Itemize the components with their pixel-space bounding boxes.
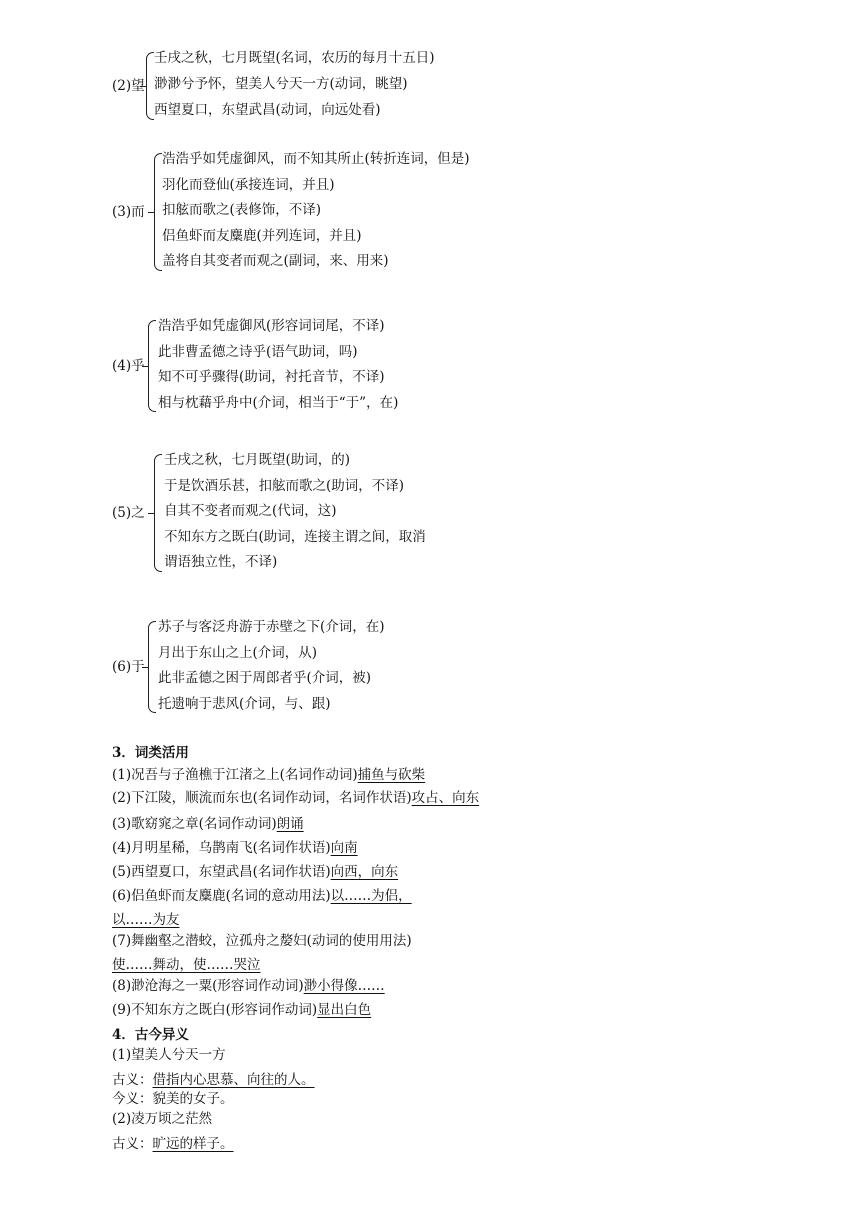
list-item: (1)望美人兮天一方 — [112, 1047, 226, 1063]
group-line: 渺渺兮予怀，望美人兮天一方(动词，眺望) — [154, 76, 408, 92]
group-line: 浩浩乎如凭虚御风(形容词词尾，不译) — [158, 318, 385, 334]
group-line: 壬戌之秋，七月既望(助词，的) — [164, 452, 351, 468]
group-line: 壬戌之秋，七月既望(名词，农历的每月十五日) — [154, 50, 435, 66]
item-answer: 攻占、向东 — [411, 790, 480, 806]
group-line: 于是饮酒乐甚，扣舷而歌之(助词，不译) — [164, 478, 405, 494]
item-text: (4)月明星稀，乌鹊南飞(名词作状语) — [112, 840, 331, 856]
list-item — [112, 978, 385, 995]
ancient-meaning — [112, 1072, 315, 1089]
group-label: (3)而 — [112, 204, 145, 220]
group-line: 知不可乎骤得(助词，衬托音节，不译) — [158, 369, 385, 385]
item-text: (2)下江陵，顺流而东也(名词作动词，名词作状语) — [112, 790, 412, 806]
item-text: (5)西望夏口，东望武昌(名词作状语) — [112, 864, 331, 880]
group-line: 浩浩乎如凭虚御风，而不知其所止(转折连词，但是) — [162, 151, 470, 167]
ancient-meaning — [112, 1136, 234, 1153]
item-answer: 朗诵 — [276, 816, 304, 832]
list-item-continuation — [112, 957, 261, 974]
item-answer: 以……为友 — [112, 912, 180, 928]
list-item — [112, 1002, 371, 1019]
modern-label: 今义： — [112, 1091, 153, 1107]
group-line: 羽化而登仙(承接连词，并且) — [162, 177, 335, 193]
group-line: 自其不变者而观之(代词，这) — [164, 503, 337, 519]
item-text: (8)渺沧海之一粟(形容词作动词) — [112, 978, 304, 994]
section-heading: 3．词类活用 — [112, 745, 189, 761]
group-line: 月出于东山之上(介词，从) — [158, 645, 318, 661]
brace — [154, 454, 162, 572]
item-text: (6)侣鱼虾而友麋鹿(名词的意动用法) — [112, 888, 331, 904]
brace — [148, 320, 156, 412]
group-label: (2)望 — [112, 78, 145, 94]
group-line: 不知东方之既白(助词，连接主谓之间，取消 — [164, 529, 426, 545]
list-item — [112, 864, 398, 881]
list-item — [112, 790, 479, 807]
ancient-answer: 借指内心思慕、向往的人。 — [152, 1072, 315, 1088]
list-item — [112, 840, 358, 857]
list-item — [112, 816, 304, 833]
group-label: (6)于 — [112, 659, 145, 675]
brace — [154, 153, 162, 271]
list-item — [112, 767, 425, 784]
group-line: 扣舷而歌之(表修饰，不译) — [162, 202, 322, 218]
ancient-label: 古义： — [112, 1072, 153, 1088]
list-item-continuation — [112, 912, 180, 929]
list-item — [112, 933, 412, 950]
modern-meaning — [112, 1091, 234, 1108]
item-text: (1)况吾与子渔樵于江渚之上(名词作动词) — [112, 767, 358, 783]
section-heading: 4．古今异义 — [112, 1027, 189, 1043]
list-item — [112, 888, 412, 905]
group-line: 托遗响于悲风(介词，与、跟) — [158, 696, 331, 712]
group-line: 此非孟德之困于周郎者乎(介词，被) — [158, 670, 372, 686]
item-answer: 捕鱼与砍柴 — [357, 767, 426, 783]
brace — [148, 621, 156, 713]
brace — [146, 52, 154, 120]
group-line: 侣鱼虾而友麋鹿(并列连词，并且) — [162, 228, 362, 244]
ancient-answer: 旷远的样子。 — [152, 1136, 234, 1152]
item-answer: 以……为侣， — [330, 888, 412, 904]
item-answer: 使……舞动，使……哭泣 — [112, 957, 261, 973]
group-line: 苏子与客泛舟游于赤壁之下(介词，在) — [158, 619, 385, 635]
group-line: 此非曹孟德之诗乎(语气助词，吗) — [158, 344, 358, 360]
ancient-label: 古义： — [112, 1136, 153, 1152]
group-line: 西望夏口，东望武昌(动词，向远处看) — [154, 102, 381, 118]
modern-answer: 貌美的女子。 — [152, 1091, 234, 1107]
item-text: (9)不知东方之既白(形容词作动词) — [112, 1002, 318, 1018]
group-label: (4)乎 — [112, 358, 145, 374]
list-item: (2)凌万顷之茫然 — [112, 1111, 213, 1127]
group-label: (5)之 — [112, 505, 145, 521]
group-line: 谓语独立性，不译) — [164, 554, 278, 570]
item-answer: 渺小得像…… — [303, 978, 385, 994]
item-answer: 向西，向东 — [330, 864, 399, 880]
group-line: 相与枕藉乎舟中(介词，相当于“于”，在) — [158, 395, 399, 411]
group-line: 盖将自其变者而观之(副词，来、用来) — [162, 253, 389, 269]
item-answer: 向南 — [330, 840, 358, 856]
item-text: (3)歌窈窕之章(名词作动词) — [112, 816, 277, 832]
item-text: (7)舞幽壑之潜蛟，泣孤舟之嫠妇(动词的使用用法) — [112, 933, 412, 949]
item-answer: 显出白色 — [317, 1002, 372, 1018]
